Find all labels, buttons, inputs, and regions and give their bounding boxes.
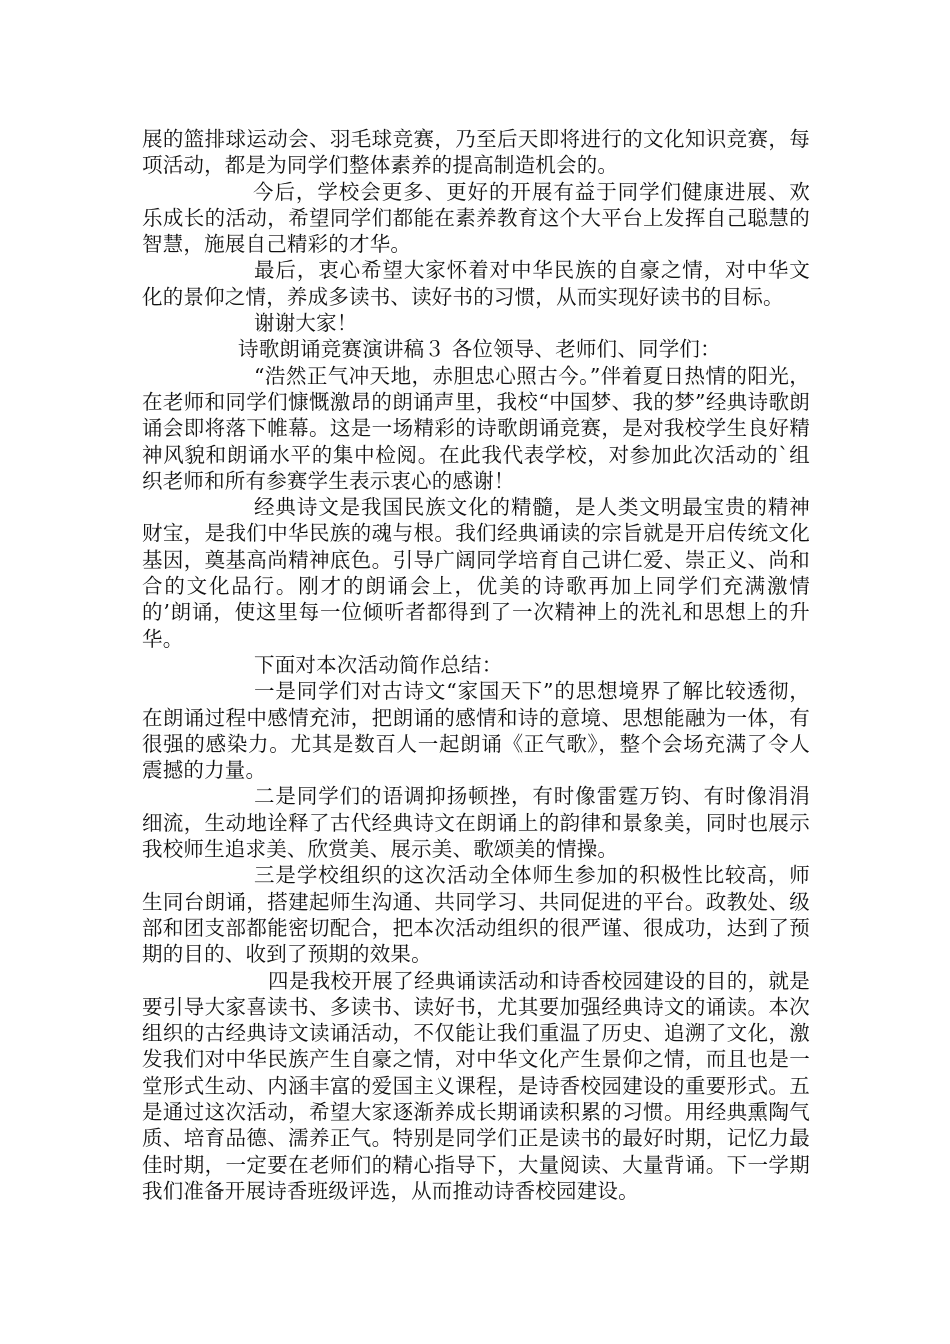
- paragraph-point-three: 三是学校组织的这次活动全体师生参加的积极性比较高，师生同台朗诵，搭建起师生沟通、共同学习、共同促进的平台。政教处、级部和团支部都能密切配合，把本次活动组织的很严谨、很成功，达到了预期的目的、收到了预期的效果。: [142, 863, 810, 967]
- paragraph-opening-quote: “浩然正气冲天地，赤胆忠心照古今。”伴着夏日热情的阳光，在老师和同学们慷慨激昂的朗诵声里，我校“中国梦、我的梦”经典诗歌朗诵会即将落下帷幕。这是一场精彩的诗歌朗诵竞赛，是对我校学生良好精神风貌和朗诵水平的集中检阅。在此我代表学校，对参加此次活动的`组织老师和所有参赛学生表示衷心的感谢！: [142, 363, 810, 493]
- paragraph-future: 今后，学校会更多、更好的开展有益于同学们健康进展、欢乐成长的活动，希望同学们都能在素养教育这个大平台上发挥自己聪慧的智慧，施展自己精彩的才华。: [142, 179, 810, 257]
- paragraph-thanks: 谢谢大家！: [254, 311, 358, 336]
- document-body: [142, 126, 810, 1204]
- paragraph-closing-wish: 最后，衷心希望大家怀着对中华民族的自豪之情，对中华文化的景仰之情，养成多读书、读好书的习惯，从而实现好读书的目标。: [142, 258, 810, 309]
- paragraph-classics: 经典诗文是我国民族文化的精髓，是人类文明最宝贵的精神财宝，是我们中华民族的魂与根。我们经典诵读的宗旨就是开启传统文化基因，奠基高尚精神底色。引导广阔同学培育自己讲仁爱、崇正义、尚和合的文化品行。刚才的朗诵会上，优美的诗歌再加上同学们充满激情的’朗诵，使这里每一位倾听者都得到了一次精神上的洗礼和思想上的升华。: [142, 495, 810, 651]
- paragraph-point-two: 二是同学们的语调抑扬顿挫，有时像雷霆万钧、有时像涓涓细流，生动地诠释了古代经典诗文在朗诵上的韵律和景象美，同时也展示我校师生追求美、欣赏美、展示美、歌颂美的情操。: [142, 784, 810, 862]
- paragraph-speech-title: 诗歌朗诵竞赛演讲稿３ 各位领导、老师们、同学们：: [238, 337, 721, 362]
- paragraph-activities: 展的篮排球运动会、羽毛球竞赛，乃至后天即将进行的文化知识竞赛，每项活动，都是为同学们整体素养的提高制造机会的。: [142, 127, 810, 178]
- paragraph-point-four: 四是我校开展了经典诵读活动和诗香校园建设的目的，就是要引导大家喜读书、多读书、读好书，尤其要加强经典诗文的诵读。本次组织的古经典诗文读诵活动，不仅能让我们重温了历史、追溯了文化，激发我们对中华民族产生自豪之情，对中华文化产生景仰之情，而且也是一堂形式生动、内涵丰富的爱国主义课程，是诗香校园建设的重要形式。五是通过这次活动，希望大家逐渐养成长期诵读积累的习惯。用经典熏陶气质、培育品德、濡养正气。特别是同学们正是读书的最好时期，记忆力最佳时期，一定要在老师们的精心指导下，大量阅读、大量背诵。下一学期我们准备开展诗香班级评选，从而推动诗香校园建设。: [142, 968, 810, 1203]
- paragraph-summary-intro: 下面对本次活动简作总结：: [254, 652, 503, 677]
- paragraph-point-one: 一是同学们对古诗文“家国天下”的思想境界了解比较透彻，在朗诵过程中感情充沛，把朗诵的感情和诗的意境、思想能融为一体，有很强的感染力。尤其是数百人一起朗诵《正气歌》，整个会场充满了令人震撼的力量。: [142, 679, 810, 783]
